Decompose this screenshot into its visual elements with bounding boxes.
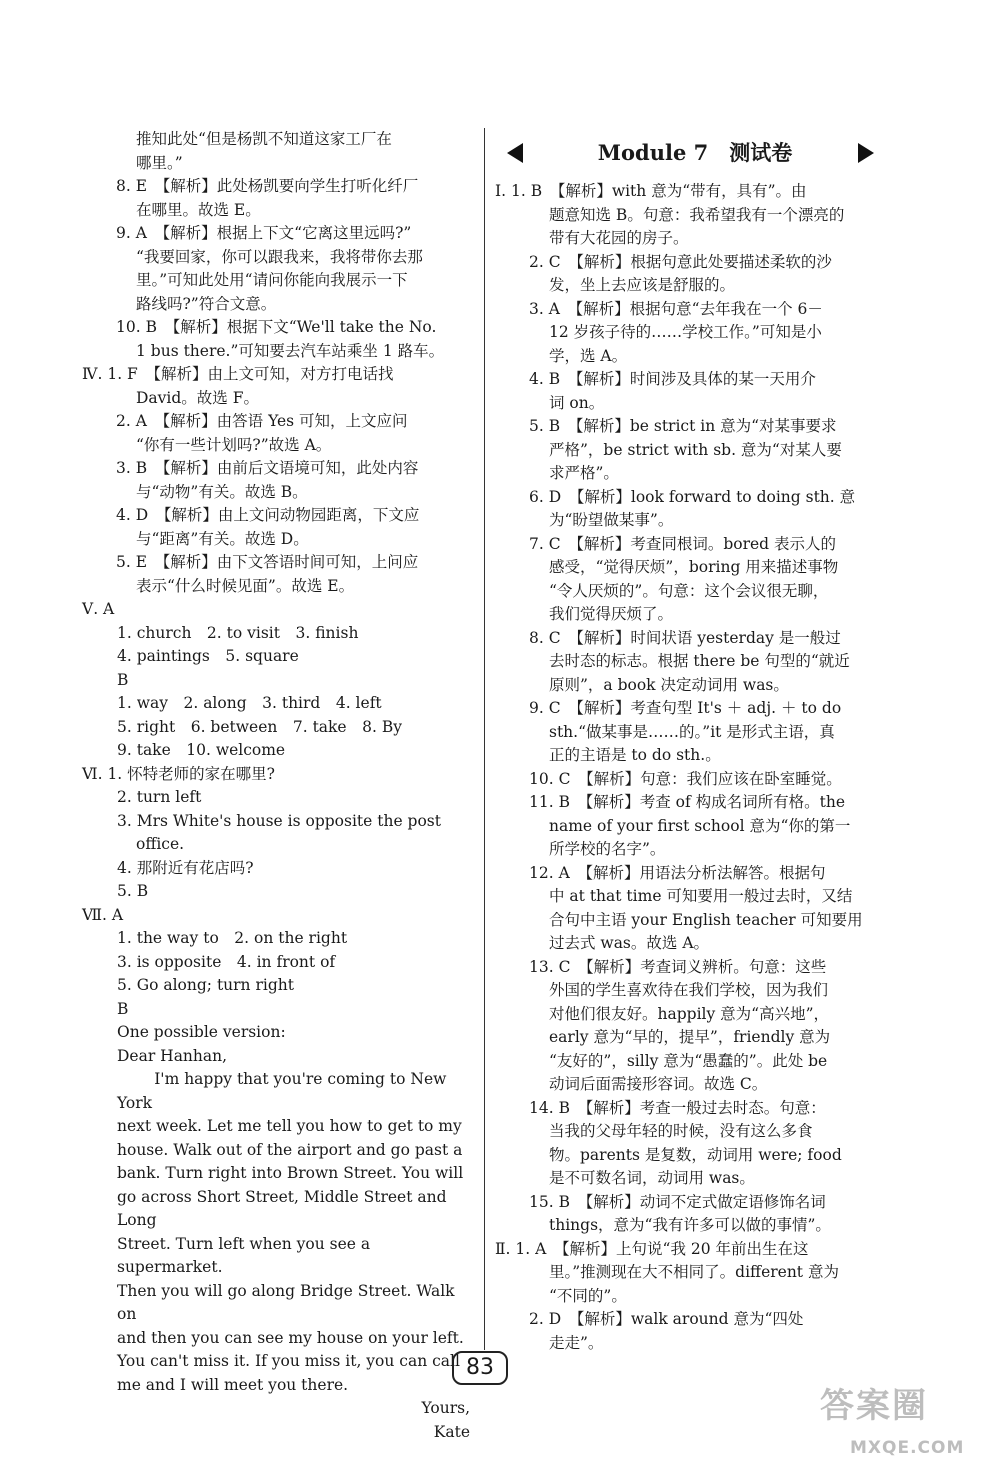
- left-text-line: Kate: [433, 1422, 470, 1441]
- left-text-line: me and I will meet you there.: [117, 1375, 349, 1394]
- left-text-line: Ⅴ. A: [82, 600, 115, 618]
- right-text-line: 严格”，be strict with sb. 意为“对某人要: [549, 440, 842, 459]
- right-text-line: 是不可数名词，动词用 was。: [549, 1169, 755, 1187]
- left-text-line: You can't miss it. If you miss it, you can call: [117, 1352, 460, 1370]
- left-text-line: Ⅶ. A: [82, 905, 124, 924]
- right-text-line: 带有大花园的房子。: [549, 229, 689, 247]
- right-text-line: 合句中主语 your English teacher 可知要用: [549, 910, 863, 929]
- left-text-line: One possible version:: [117, 1023, 286, 1041]
- left-text-line: 5. right 6. between 7. take 8. By: [117, 717, 402, 736]
- right-triangle-icon: [858, 143, 874, 163]
- left-text-line: 8. E 【解析】此处杨凯要向学生打听化纤厂: [116, 177, 419, 195]
- left-text-line: 与“距离”有关。故选 D。: [136, 529, 309, 548]
- right-text-line: Ⅱ. 1. A 【解析】上句说“我 20 年前出生在这: [495, 1239, 809, 1258]
- right-text-line: 8. C 【解析】时间状语 yesterday 是一般过: [529, 628, 841, 647]
- right-text-line: 当我的父母年轻的时候，没有这么多食: [549, 1122, 813, 1140]
- right-text-line: sth.“做某事是……的。”it 是形式主语，真: [549, 722, 835, 741]
- left-text-line: and then you can see my house on your left.: [117, 1328, 464, 1347]
- column-divider: [484, 128, 485, 1350]
- left-text-line: 9. take 10. welcome: [117, 741, 286, 759]
- right-text-line: name of your first school 意为“你的第一: [549, 816, 851, 835]
- left-text-line: 4. 那附近有花店吗?: [117, 858, 254, 877]
- left-text-line: 10. B 【解析】根据下文“We'll take the No.: [116, 318, 437, 336]
- right-text-line: 题意知选 B。句意：我希望我有一个漂亮的: [549, 205, 845, 224]
- right-text-line: 原则”，a book 决定动词用 was。: [549, 675, 789, 694]
- right-text-line: 去时态的标志。根据 there be 句型的“就近: [549, 652, 850, 670]
- right-text-line: 求严格”。: [549, 464, 619, 482]
- left-text-line: office.: [136, 835, 185, 853]
- right-text-line: 3. A 【解析】根据句意“去年我在一个 6－: [529, 299, 823, 318]
- right-text-line: 15. B 【解析】动词不定式做定语修饰名词: [529, 1192, 826, 1211]
- right-text-line: 物。parents 是复数，动词用 were; food: [549, 1145, 842, 1164]
- right-text-line: things，意为“我有许多可以做的事情”。: [549, 1216, 831, 1234]
- right-text-line: 我们觉得厌烦了。: [549, 605, 674, 623]
- left-text-line: “你有一些计划吗?”故选 A。: [136, 435, 332, 454]
- left-text-line: 2. A 【解析】由答语 Yes 可知，上文应问: [116, 412, 408, 430]
- right-text-line: 中 at that time 可知要用一般过去时，又结: [549, 887, 853, 905]
- left-text-line: “我要回家，你可以跟我来，我将带你去那: [136, 247, 423, 266]
- left-text-line: 2. turn left: [117, 788, 202, 806]
- right-text-line: 里。”推测现在大不相同了。different 意为: [549, 1263, 839, 1281]
- watermark-sub: MXQE.COM: [850, 1438, 965, 1458]
- module-title: Module 7 测试卷: [597, 140, 793, 166]
- right-text-line: 9. C 【解析】考查句型 It's ＋ adj. ＋ to do: [529, 699, 842, 717]
- left-text-line: next week. Let me tell you how to get to my: [117, 1117, 462, 1135]
- right-text-line: 11. B 【解析】考查 of 构成名词所有格。the: [529, 793, 846, 811]
- right-column: [495, 180, 895, 1355]
- right-text-line: 5. B 【解析】be strict in 意为“对某事要求: [529, 417, 837, 435]
- right-text-line: 词 on。: [549, 393, 605, 412]
- left-text-line: B: [117, 670, 129, 689]
- left-text-line: 表示“什么时候见面”。故选 E。: [136, 576, 355, 595]
- right-text-line: 所学校的名字”。: [549, 840, 666, 858]
- left-text-line: Yours,: [421, 1399, 470, 1417]
- right-text-line: “不同的”。: [549, 1286, 627, 1305]
- right-text-line: 6. D 【解析】look forward to doing sth. 意: [529, 487, 856, 506]
- right-text-line: 感受，“觉得厌烦”，boring 用来描述事物: [549, 558, 839, 576]
- left-text-line: 与“动物”有关。故选 B。: [136, 482, 308, 501]
- left-text-line: 4. paintings 5. square: [117, 647, 299, 665]
- left-text-line: 3. Mrs White's house is opposite the post: [117, 811, 441, 830]
- left-text-line: 1. the way to 2. on the right: [117, 929, 348, 947]
- left-text-line: Then you will go along Bridge Street. Walk on: [117, 1281, 455, 1323]
- right-text-line: 13. C 【解析】考查词义辨析。句意：这些: [529, 957, 827, 976]
- left-text-line: I'm happy that you're coming to New York: [117, 1070, 447, 1112]
- left-text-line: 1 bus there.”可知要去汽车站乘坐 1 路车。: [136, 341, 445, 360]
- right-text-line: 正的主语是 to do sth.。: [549, 746, 721, 764]
- left-text-line: 5. E 【解析】由下文答语时间可知，上问应: [116, 553, 419, 571]
- right-text-line: “令人厌烦的”。句意：这个会议很无聊，: [549, 581, 829, 600]
- right-text-line: 4. B 【解析】时间涉及具体的某一天用介: [529, 370, 816, 388]
- left-text-line: house. Walk out of the airport and go past a: [117, 1140, 463, 1159]
- left-text-line: 5. Go along; turn right: [117, 976, 294, 994]
- left-text-line: go across Short Street, Middle Street and Long: [117, 1187, 447, 1229]
- right-text-line: early 意为“早的，提早”，friendly 意为: [549, 1028, 831, 1046]
- left-text-line: David。故选 F。: [136, 388, 259, 407]
- right-text-line: 走走”。: [549, 1333, 604, 1352]
- left-text-line: B: [117, 999, 129, 1018]
- left-text-line: Dear Hanhan,: [117, 1046, 228, 1065]
- left-text-line: 路线吗?”符合文意。: [136, 294, 277, 313]
- left-text-line: 1. church 2. to visit 3. finish: [117, 623, 359, 642]
- right-text-line: “友好的”，silly 意为“愚蠢的”。此处 be: [549, 1051, 828, 1070]
- left-text-line: 1. way 2. along 3. third 4. left: [117, 694, 382, 712]
- module-header: [495, 136, 895, 170]
- left-text-line: 3. B 【解析】由前后文语境可知，此处内容: [116, 459, 419, 477]
- left-text-line: Street. Turn left when you see a supermarket.: [117, 1234, 371, 1276]
- watermark-logo: [820, 1386, 990, 1465]
- left-text-line: 在哪里。故选 E。: [136, 200, 261, 219]
- left-text-line: 4. D 【解析】由上文问动物园距离，下文应: [116, 506, 420, 524]
- left-text-line: 推知此处“但是杨凯不知道这家工厂在: [136, 130, 392, 148]
- right-text-line: 学，选 A。: [549, 346, 628, 365]
- left-text-line: 哪里。”: [136, 153, 183, 172]
- left-text-line: Ⅵ. 1. 怀特老师的家在哪里?: [82, 764, 275, 783]
- left-text-line: 里。”可知此处用“请问你能向我展示一下: [136, 271, 408, 289]
- right-text-line: 12 岁孩子待的……学校工作。”可知是小: [549, 323, 822, 341]
- right-text-line: 2. C 【解析】根据句意此处要描述柔软的沙: [529, 252, 832, 271]
- right-text-line: 2. D 【解析】walk around 意为“四处: [529, 1310, 804, 1328]
- right-text-line: 14. B 【解析】考查一般过去时态。句意：: [529, 1098, 826, 1117]
- right-text-line: Ⅰ. 1. B 【解析】with 意为“带有，具有”。由: [495, 182, 807, 200]
- left-column: [82, 128, 476, 1444]
- right-text-line: 对他们很友好。happily 意为“高兴地”，: [549, 1004, 830, 1023]
- left-text-line: 3. is opposite 4. in front of: [117, 952, 336, 971]
- left-text-line: 5. B: [117, 882, 149, 900]
- right-text-line: 12. A 【解析】用语法分析法解答。根据句: [529, 863, 826, 882]
- watermark-main: 答案圈: [820, 1386, 928, 1426]
- right-text-line: 外国的学生喜欢待在我们学校，因为我们: [549, 981, 829, 999]
- right-text-line: 过去式 was。故选 A。: [549, 934, 710, 952]
- left-text-line: bank. Turn right into Brown Street. You will: [117, 1164, 464, 1182]
- right-text-line: 10. C 【解析】句意：我们应该在卧室睡觉。: [529, 769, 842, 788]
- right-text-line: 动词后面需接形容词。故选 C。: [549, 1075, 768, 1093]
- left-text-line: 9. A 【解析】根据上下文“它离这里远吗?”: [116, 224, 412, 242]
- right-text-line: 7. C 【解析】考查同根词。bored 表示人的: [529, 534, 837, 553]
- right-text-line: 为“盼望做某事”。: [549, 511, 674, 529]
- left-text-line: Ⅳ. 1. F 【解析】由上文可知，对方打电话找: [82, 365, 394, 383]
- page-number: 83: [452, 1351, 508, 1385]
- right-text-line: 发，坐上去应该是舒服的。: [549, 276, 736, 294]
